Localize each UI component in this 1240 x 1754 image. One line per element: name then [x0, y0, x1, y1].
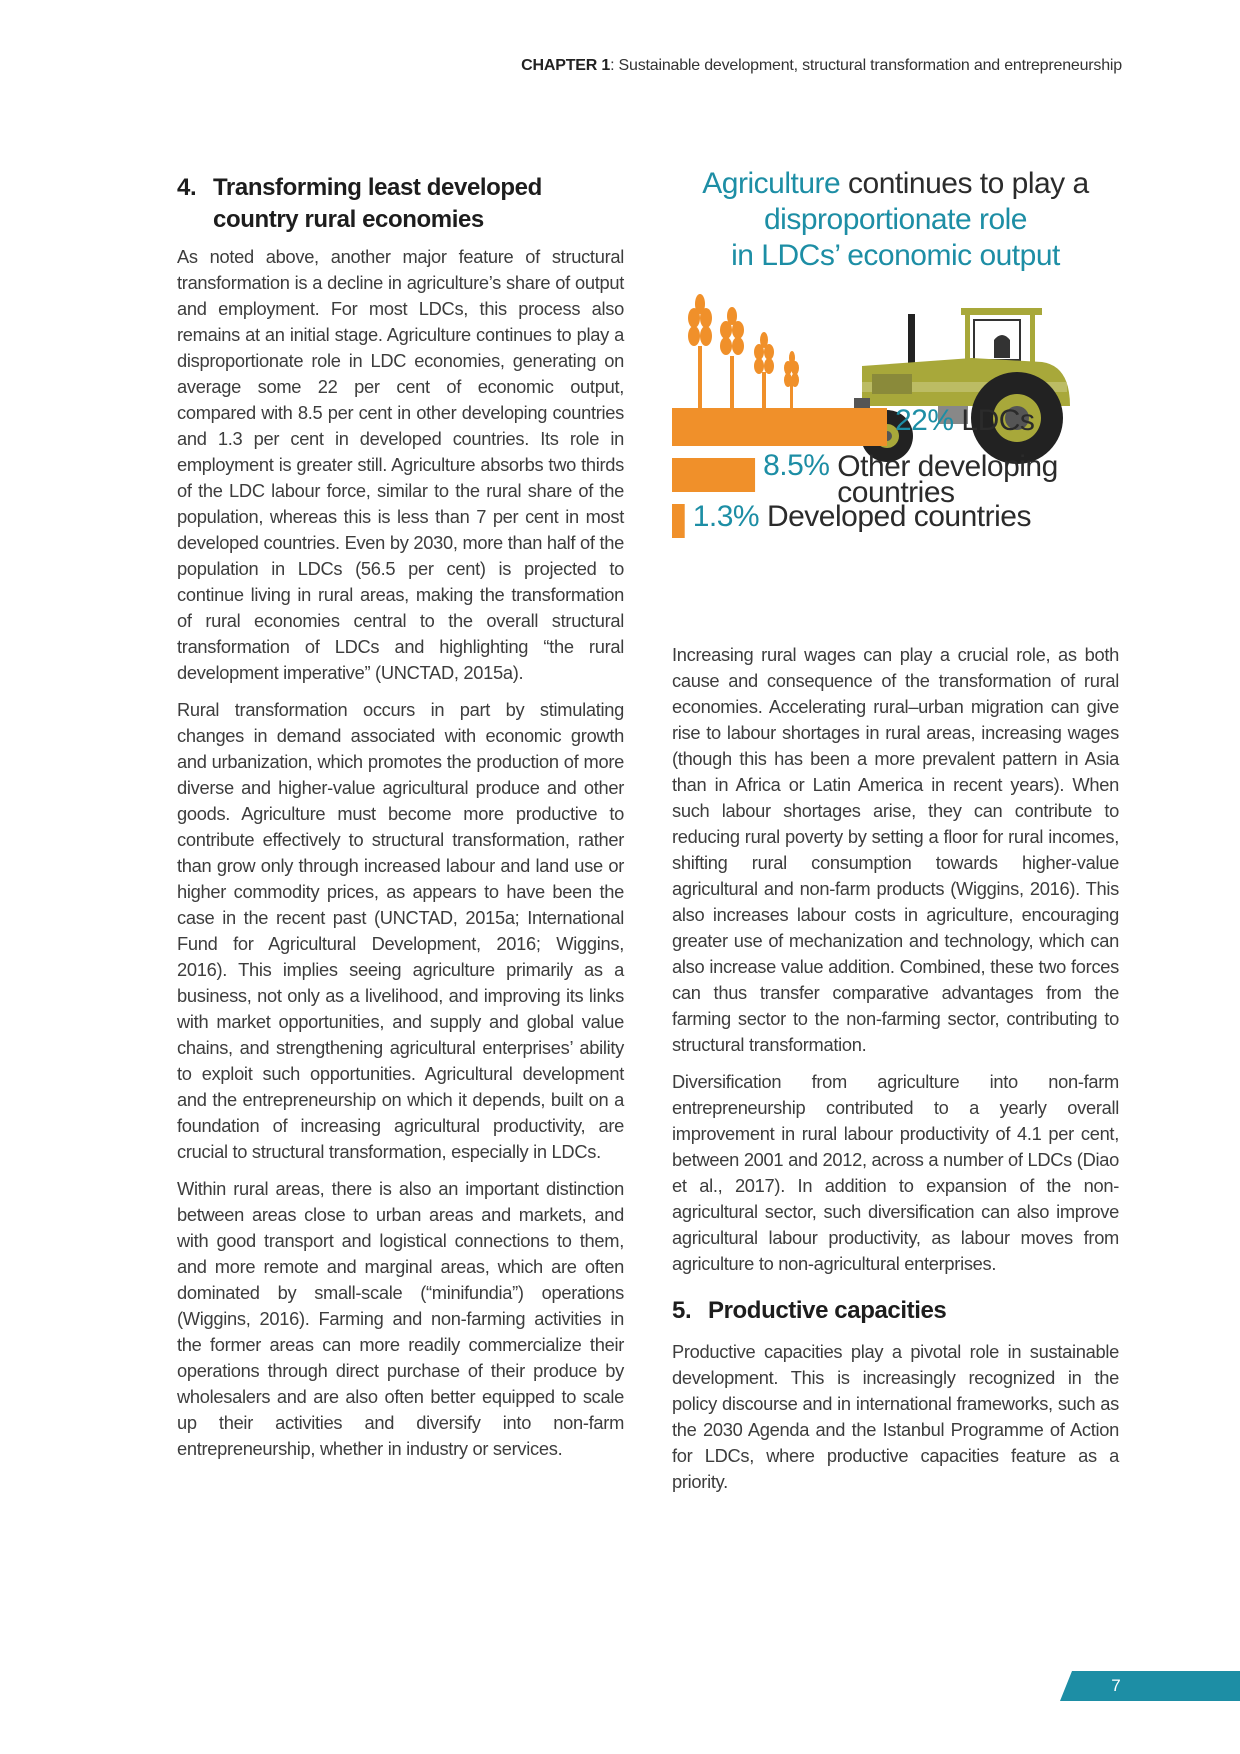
section-number: 5. — [672, 1297, 692, 1324]
bar-label-ldcs: 22% LDCs — [895, 404, 1035, 437]
paragraph: Rural transformation occurs in part by stimulating changes in demand associated with economic growth and urbanization, which promotes the production of more diverse and higher-value agricultural produce and other goods. Agriculture must become more productive to contribute effectively to structural transformation, rather than grow only through increased labour and land use or higher commodity prices, as appears to have been the case in the recent past (UNCTAD, 2015a; International Fund for Agricultural Development, 2016; Wiggins, 2016). This implies seeing agriculture primarily as a business, not only as a livelihood, and improving its links with market opportunities, and supply and global value chains, and strengthening agricultural enterprises’ ability to exploit such opportunities. Agricultural development and the entrepreneurship on which it depends, built on a foundation of increasing agricultural productivity, are crucial to structural transformation, especially in LDCs. — [177, 699, 624, 1162]
bar-label-other-developing: 8.5% Other developing countries — [763, 449, 1058, 509]
paragraph: Within rural areas, there is also an important distinction between areas close to urban areas and markets, and with good transport and logistical connections to them, and more remote and marginal areas, which are often dominated by small-scale (“minifundia”) operations (Wiggins, 2016). Farming and non-farming activities in the former areas can more readily commercialize their operations through direct purchase of their produce by wholesalers and are also often better equipped to scale up their activities and diversify into non-farm entrepreneurship, whether in industry or services. — [177, 1178, 624, 1459]
section-title: Transforming least developed country rural economies — [213, 174, 542, 233]
section-4-heading — [177, 172, 624, 236]
paragraph: Increasing rural wages can play a crucial role, as both cause and consequence of the transformation of rural economies. Accelerating rural–urban migration can give rise to labour shortages in rural areas, increasing wages (though this has been a more prevalent pattern in Asia than in Africa or Latin America in recent years). When such labour shortages arise, they can contribute to reducing rural poverty by setting a floor for rural incomes, shifting rural consumption towards higher-value agricultural and non-farm products (Wiggins, 2016). This also increases labour costs in agriculture, encouraging greater use of mechanization and technology, which can also increase value addition. Combined, these two forces can thus transfer comparative advantages from the farming sector to the non-farming sector, contributing to structural transformation. — [672, 644, 1119, 1055]
bar-label-developed: 1.3% Developed countries — [692, 500, 1031, 533]
paragraph: As noted above, another major feature of structural transformation is a decline in agriculture’s share of output and employment. For most LDCs, this process also remains at an initial stage. Agriculture continues to play a disproportionate role in LDC economies, generating on average some 22 per cent of economic output, compared with 8.5 per cent in other developing countries and 1.3 per cent in developed countries. Its role in employment is greater still. Agriculture absorbs two thirds of the LDC labour force, similar to the rural share of the population, whereas this is less than 7 per cent in most developed countries. Even by 2030, more than half of the population in LDCs (56.5 per cent) is projected to continue living in rural areas, making the transformation of rural economies central to the overall structural transformation of LDCs and highlighting “the rural development imperative” (UNCTAD, 2015a). — [177, 246, 624, 683]
page-number-tab — [1060, 1671, 1240, 1701]
wheat-icon — [688, 294, 799, 408]
bar-developed — [672, 504, 685, 538]
left-column — [177, 172, 624, 1473]
page-number: 7 — [1111, 1676, 1121, 1695]
agriculture-infographic — [672, 166, 1119, 624]
paragraph: Productive capacities play a pivotal role in sustainable development. This is increasingly recognized in the policy discourse and in international frameworks, such as the 2030 Agenda and the Istanbul Programme of Action for LDCs, where productive capacities feature as a priority. — [672, 1341, 1119, 1492]
section-5-heading — [672, 1295, 1119, 1327]
chapter-label: CHAPTER 1 — [521, 57, 611, 74]
chapter-title: : Sustainable development, structural transformation and entrepreneurship — [610, 57, 1122, 74]
bar-ldcs — [672, 408, 887, 446]
section-title: Productive capacities — [708, 1297, 947, 1324]
bar-other-developing — [672, 458, 755, 492]
running-header — [521, 57, 1122, 75]
paragraph: Diversification from agriculture into non-farm entrepreneurship contributed to a yearly overall improvement in rural labour productivity of 4.1 per cent, between 2001 and 2012, across a number of LDCs (Diao et al., 2017). In addition to expansion of the non-agricultural sector, such diversification can also improve agricultural labour productivity, as labour moves from agriculture to non-agricultural enterprises. — [672, 1071, 1119, 1274]
right-column — [672, 167, 1119, 1506]
infographic-title: Agriculture continues to play a disproportionate role in LDCs’ economic output — [702, 167, 1089, 272]
section-number: 4. — [177, 174, 197, 201]
